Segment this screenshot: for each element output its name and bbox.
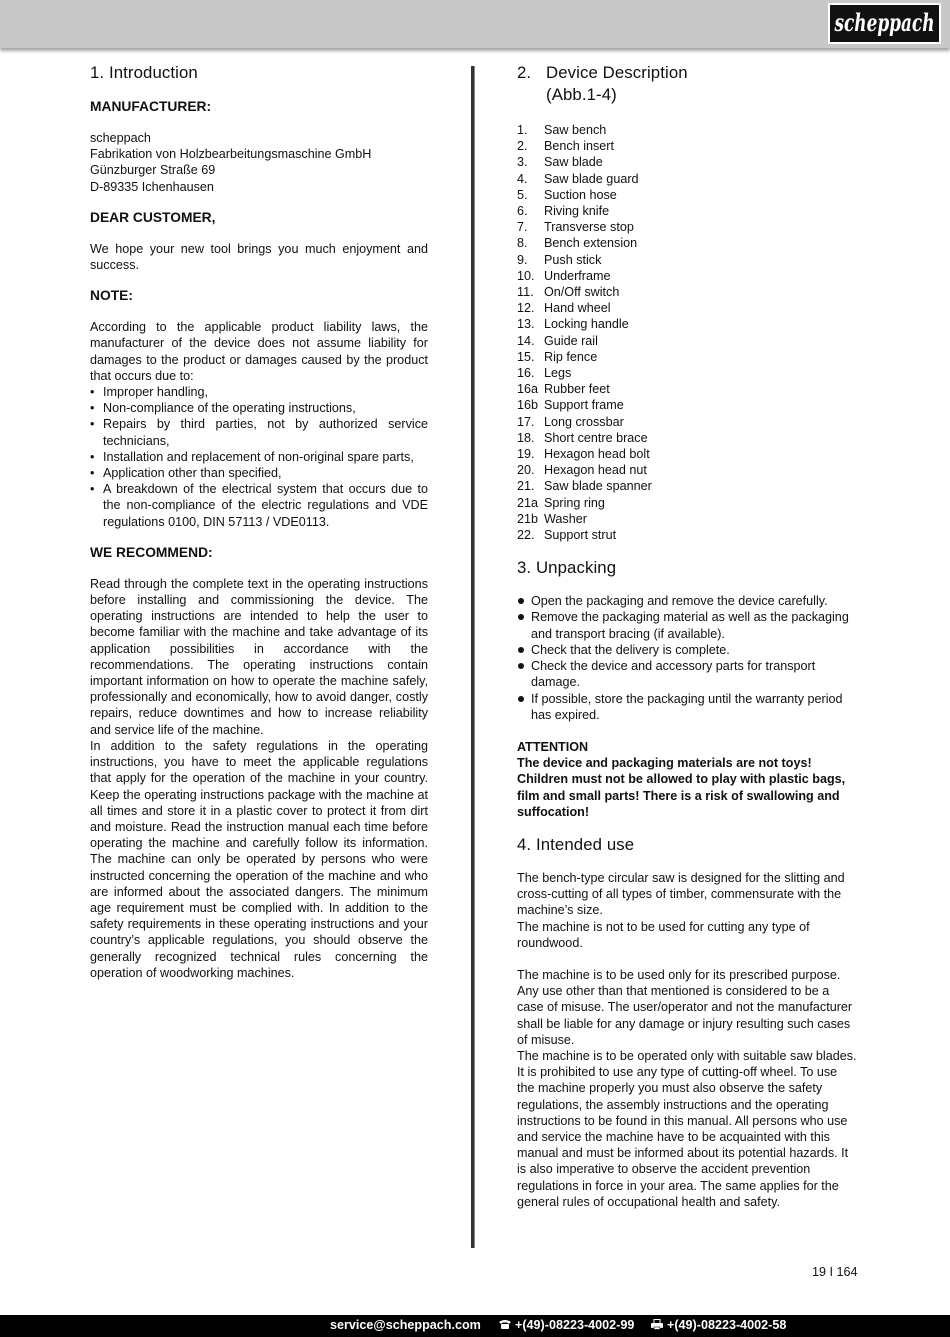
part-item — [517, 495, 857, 511]
part-item — [517, 397, 857, 413]
part-item — [517, 365, 857, 381]
address-line: Fabrikation von Holzbearbeitungsmaschine GmbH — [90, 147, 372, 162]
part-item — [517, 268, 857, 284]
note-text: According to the applicable product liability laws, the manufacturer of the device does not assume liability for damages to the product or damages caused by the product that occurs due to: — [90, 320, 428, 383]
manufacturer-heading: MANUFACTURER: — [90, 99, 212, 114]
part-item — [517, 187, 857, 203]
part-label: Locking handle — [544, 317, 629, 332]
list-item: Remove the packaging material as well as the packaging and transport bracing (if available). — [517, 609, 857, 641]
phone-number — [498, 1318, 634, 1332]
part-label: Support frame — [544, 398, 624, 413]
device-description-heading — [517, 62, 857, 106]
part-label: Hexagon head bolt — [544, 447, 650, 462]
part-item — [517, 511, 857, 527]
part-label: Support strut — [544, 528, 617, 543]
list-item: Open the packaging and remove the device carefully. — [517, 593, 857, 609]
part-number: 8. — [517, 236, 528, 251]
heading-number: 2. — [517, 63, 532, 82]
note-heading: NOTE: — [90, 288, 133, 304]
part-label: On/Off switch — [544, 285, 620, 300]
part-item — [517, 446, 857, 462]
footer-bar — [0, 1315, 950, 1337]
part-item — [517, 203, 857, 219]
part-label: Riving knife — [544, 204, 610, 219]
part-label: Rip fence — [544, 349, 598, 364]
note-list — [90, 384, 428, 530]
customer-text: We hope your new tool brings you much enjoyment and success. — [90, 241, 428, 273]
part-item — [517, 462, 857, 478]
attention-title: ATTENTION — [517, 739, 589, 754]
logo-wordmark — [832, 7, 937, 40]
intended-use-paragraph: The machine is to be used only for its prescribed purpose. Any use other than that mentioned is considered to be a case of misuse. The user/operator and not the manufacturer shall be liable for any damage or injury resulting such cases of misuse. — [517, 967, 853, 1047]
service-email[interactable]: service@scheppach.com — [330, 1318, 481, 1332]
heading-text — [546, 62, 688, 106]
part-item — [517, 333, 857, 349]
list-item: Check the device and accessory parts for transport damage. — [517, 658, 857, 690]
part-label: Saw bench — [544, 123, 607, 137]
intended-use-paragraph: The bench-type circular saw is designed for the slitting and cross-cutting of all types of timber, commensurate with the machine’s size. — [517, 870, 845, 918]
svg-text:scheppach: scheppach — [833, 8, 935, 37]
part-number: 13. — [517, 317, 535, 332]
part-item — [517, 122, 857, 138]
part-item — [517, 349, 857, 365]
part-number: 21. — [517, 479, 535, 494]
part-number: 7. — [517, 220, 528, 235]
part-number: 16. — [517, 366, 535, 381]
part-item — [517, 219, 857, 235]
part-item — [517, 252, 857, 268]
part-label: Saw blade spanner — [544, 479, 652, 494]
part-label: Hexagon head nut — [544, 463, 647, 478]
intended-use-paragraph: The machine is to be operated only with suitable saw blades. It is prohibited to use any type of cutting-off wheel. To use the machine properly you must also observe the safety regulations, the assembly instructions and the operating instructions to be found in this manual. All persons who use and service the machine have to be acquainted with this manual and must be informed about its potential hazards. It is also imperative to observe the accident prevention regulations in force in your area. The same applies for the general rules of occupational health and safety. — [517, 1048, 857, 1209]
phone-icon — [498, 1319, 512, 1330]
we-recommend-heading: WE RECOMMEND: — [90, 544, 213, 560]
part-item — [517, 300, 857, 316]
list-item: • Improper handling, — [90, 384, 428, 400]
part-label: Underframe — [544, 268, 611, 283]
part-label: Bench extension — [544, 236, 638, 251]
list-item: • Application other than specified, — [90, 465, 428, 481]
list-item: • A breakdown of the electrical system that occurs due to the non-compliance of the electric regulations and VDE regulations 0100, DIN 57113 / VDE0113. — [90, 481, 428, 530]
part-item — [517, 138, 857, 154]
part-label: Long crossbar — [544, 414, 624, 429]
scheppach-logo — [828, 3, 941, 44]
part-label: Rubber feet — [544, 382, 610, 397]
part-number: 2. — [517, 139, 528, 154]
intended-use-paragraph: The machine is not to be used for cutting any type of roundwood. — [517, 919, 810, 950]
part-item — [517, 316, 857, 332]
part-label: Short centre brace — [544, 430, 648, 445]
part-number: 12. — [517, 301, 535, 316]
page-number: 19 I 164 — [812, 1265, 858, 1279]
list-item: If possible, store the packaging until the warranty period has expired. — [517, 691, 857, 723]
part-item — [517, 154, 857, 170]
address-line: D-89335 Ichenhausen — [90, 179, 214, 194]
part-number: 5. — [517, 187, 528, 202]
unpacking-heading: 3. Unpacking — [517, 558, 617, 578]
unpacking-list — [517, 593, 857, 723]
part-number: 20. — [517, 463, 535, 478]
parts-list — [517, 122, 857, 543]
phone-text: +(49)-08223-4002-99 — [515, 1318, 635, 1332]
part-label: Hand wheel — [544, 301, 611, 316]
part-label: Transverse stop — [544, 220, 634, 235]
part-item — [517, 527, 857, 543]
address-line: Günzburger Straße 69 — [90, 163, 216, 178]
part-label: Saw blade guard — [544, 171, 639, 186]
list-item: • Repairs by third parties, not by authorized service technicians, — [90, 416, 428, 448]
right-column — [517, 62, 857, 1210]
list-item: • Non-compliance of the operating instructions, — [90, 400, 428, 416]
introduction-heading: 1. Introduction — [90, 63, 198, 82]
part-number: 21a — [517, 495, 539, 510]
part-number: 1. — [517, 123, 528, 137]
fax-text: +(49)-08223-4002-58 — [667, 1318, 787, 1332]
attention-text: The device and packaging materials are not toys! Children must not be allowed to play with plastic bags, film and small parts! There is a risk of swallowing and suffocation! — [517, 756, 846, 819]
list-item: • Installation and replacement of non-original spare parts, — [90, 449, 428, 465]
part-number: 19. — [517, 447, 535, 462]
part-number: 4. — [517, 171, 528, 186]
part-label: Suction hose — [544, 187, 617, 202]
part-item — [517, 381, 857, 397]
part-label: Guide rail — [544, 333, 598, 348]
part-item — [517, 171, 857, 187]
part-number: 16a — [517, 382, 539, 397]
part-number: 16b — [517, 398, 539, 413]
list-item: Check that the delivery is complete. — [517, 642, 857, 658]
part-number: 9. — [517, 252, 528, 267]
intended-use-heading: 4. Intended use — [517, 834, 635, 854]
recommend-paragraph: Read through the complete text in the operating instructions before installing and commissioning the device. The operating instructions are intended to help the user to become familiar with the machine and take advantage of its application possibilities in accordance with the recommendations. The operating instructions contain important information on how to operate the machine safely, professionally and economically, how to avoid danger, costly repairs, reduce downtimes and how to increase reliability and service life of the machine. — [90, 576, 428, 737]
dear-customer-heading: DEAR CUSTOMER, — [90, 209, 216, 225]
part-number: 6. — [517, 204, 528, 219]
part-number: 3. — [517, 155, 528, 170]
part-number: 11. — [517, 285, 534, 300]
address-line: scheppach — [90, 131, 151, 145]
part-number: 17. — [517, 414, 535, 429]
part-label: Spring ring — [544, 495, 605, 510]
part-label: Legs — [544, 366, 572, 381]
part-item — [517, 478, 857, 494]
part-number: 18. — [517, 430, 535, 445]
heading-line: Device Description — [546, 63, 688, 82]
part-item — [517, 235, 857, 251]
left-column — [90, 62, 428, 981]
heading-line: (Abb.1-4) — [546, 85, 617, 104]
part-label: Bench insert — [544, 139, 615, 154]
part-label: Washer — [544, 511, 587, 526]
part-item — [517, 284, 857, 300]
fax-number — [650, 1318, 786, 1332]
recommend-paragraph: In addition to the safety regulations in the operating instructions, you have to meet the applicable regulations that apply for the operation of the machine in your country. Keep the operating instructions package with the machine at all times and store it in a plastic cover to protect it from dirt and moisture. Read the instruction manual each time before operating the machine and carefully follow its information. The machine can only be operated by persons who were instructed concerning the operation of the machine and who are informed about the associated dangers. The minimum age requirement must be complied with. In addition to the safety requirements in these operating instructions and your country’s applicable regulations, you should observe the generally recognized technical rules concerning the operation of woodworking machines. — [90, 738, 428, 980]
fax-icon — [650, 1319, 664, 1330]
part-item — [517, 430, 857, 446]
part-number: 14. — [517, 333, 535, 348]
part-number: 10. — [517, 268, 535, 283]
part-label: Saw blade — [544, 155, 603, 170]
header-bar — [0, 0, 950, 48]
part-label: Push stick — [544, 252, 602, 267]
part-number: 22. — [517, 528, 535, 543]
part-number: 21b — [517, 511, 539, 526]
part-number: 15. — [517, 349, 535, 364]
part-item — [517, 414, 857, 430]
column-divider — [471, 66, 475, 1248]
manufacturer-address — [90, 130, 428, 195]
